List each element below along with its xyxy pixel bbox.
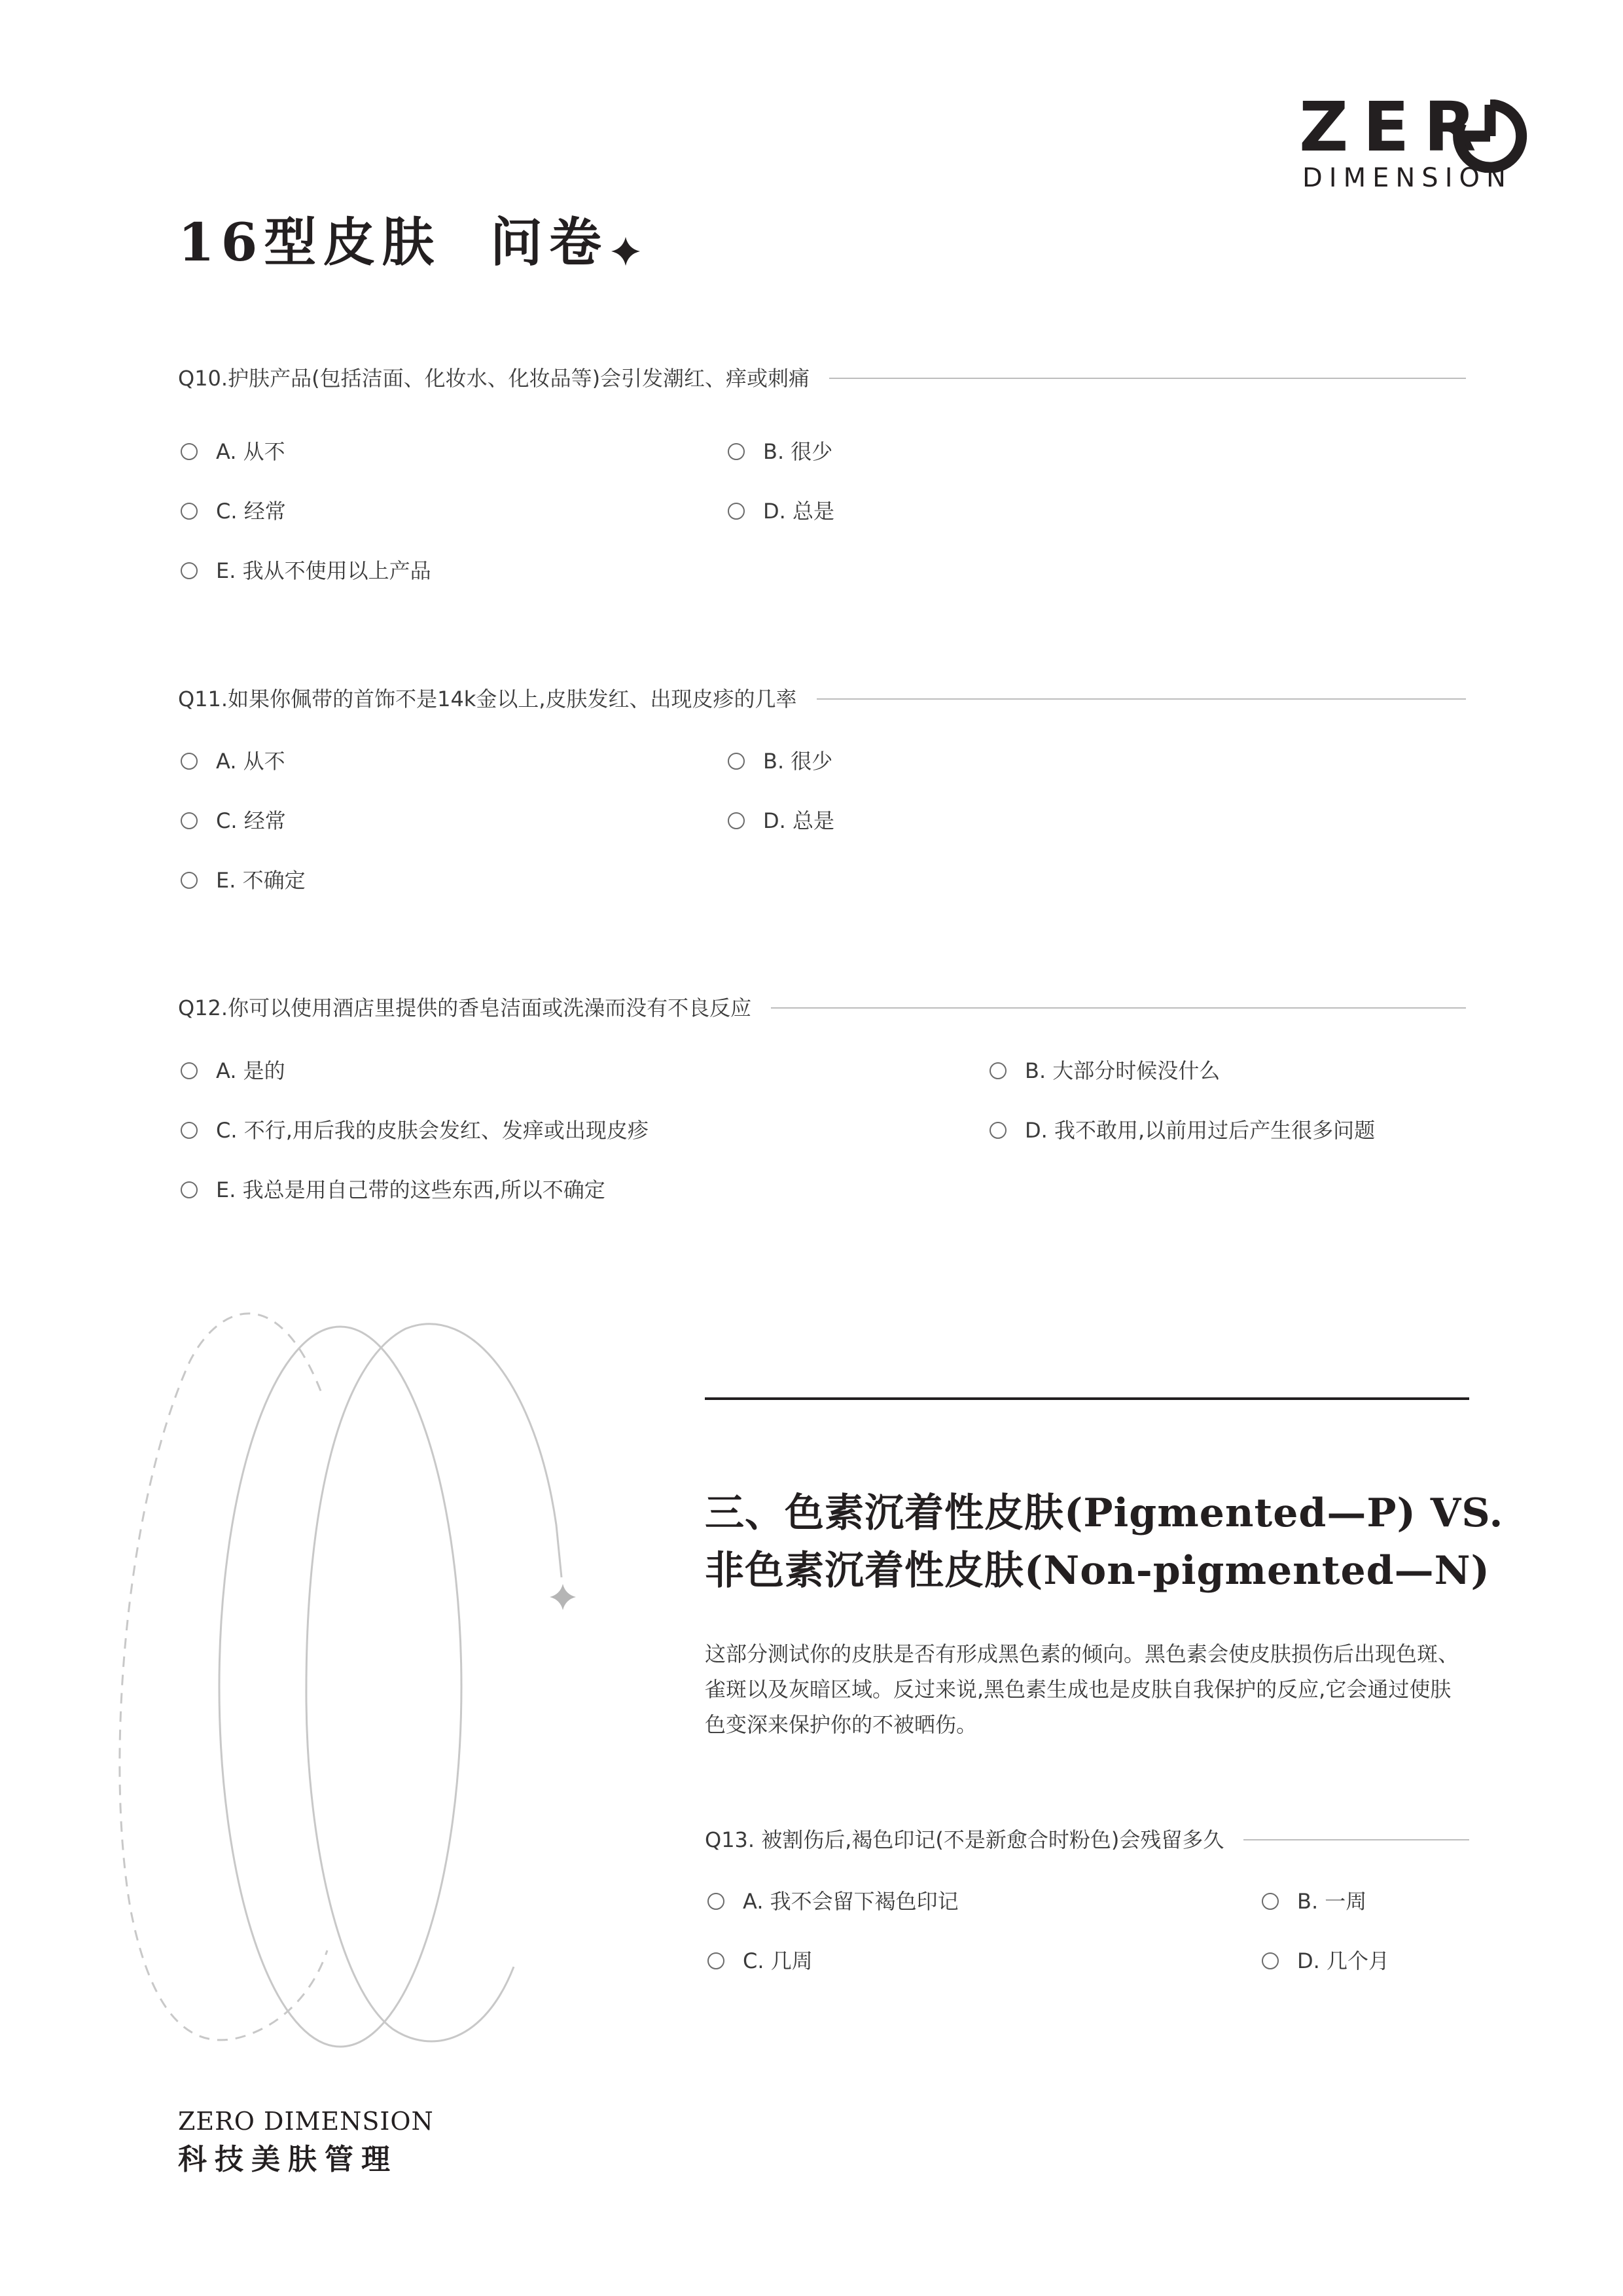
question-q10 xyxy=(178,362,1466,395)
option-q11-b[interactable] xyxy=(728,747,832,776)
option-q10-e[interactable] xyxy=(181,556,431,585)
option-q11-e[interactable] xyxy=(181,866,306,895)
radio-button[interactable] xyxy=(990,1122,1007,1139)
option-label: A. 是的 xyxy=(216,1058,285,1083)
radio-button[interactable] xyxy=(181,872,198,889)
divider-line xyxy=(771,1007,1466,1009)
radio-button[interactable] xyxy=(990,1062,1007,1079)
logo-subtitle: DIMENSION xyxy=(1302,163,1512,193)
option-label: A. 从不 xyxy=(216,439,285,464)
option-label: B. 很少 xyxy=(763,439,833,464)
option-q13-a[interactable] xyxy=(707,1887,959,1916)
option-q13-b[interactable] xyxy=(1262,1887,1366,1916)
divider-line xyxy=(817,698,1466,700)
divider-line xyxy=(1243,1839,1469,1840)
option-label: B. 一周 xyxy=(1297,1889,1367,1914)
option-q12-b[interactable] xyxy=(990,1056,1220,1085)
option-q10-d[interactable] xyxy=(728,497,834,526)
option-label: B. 大部分时候没什么 xyxy=(1025,1058,1221,1083)
section-title-line1: 三、色素沉着性皮肤(Pigmented—P) VS. xyxy=(705,1490,1504,1536)
option-q13-c[interactable] xyxy=(707,1946,813,1975)
option-q10-b[interactable] xyxy=(728,437,832,466)
section-title-line2: 非色素沉着性皮肤(Non-pigmented—N) xyxy=(705,1548,1490,1594)
option-label: C. 不行,用后我的皮肤会发红、发痒或出现皮疹 xyxy=(216,1118,649,1143)
option-label: D. 总是 xyxy=(763,808,834,833)
option-q12-c[interactable] xyxy=(181,1116,649,1145)
logo-power-icon xyxy=(1452,99,1528,173)
radio-button[interactable] xyxy=(728,443,745,460)
footer-brand-en: ZERO DIMENSION xyxy=(178,2107,434,2136)
radio-button[interactable] xyxy=(181,562,198,579)
question-q11 xyxy=(178,683,1466,715)
option-label: E. 我从不使用以上产品 xyxy=(216,558,431,583)
logo-wordmark: ZER xyxy=(1299,87,1491,167)
question-q12 xyxy=(178,992,1466,1024)
option-label: D. 总是 xyxy=(763,499,834,524)
option-q11-a[interactable] xyxy=(181,747,285,776)
option-label: D. 几个月 xyxy=(1297,1948,1389,1973)
radio-button[interactable] xyxy=(1262,1893,1279,1910)
radio-button[interactable] xyxy=(181,503,198,520)
radio-button[interactable] xyxy=(181,753,198,770)
section-description: 这部分测试你的皮肤是否有形成黑色素的倾向。黑色素会使皮肤损伤后出现色斑、雀斑以及灰暗区域。反过来说,黑色素生成也是皮肤自我保护的反应,它会通过使肤色变深来保护你的不被晒伤。 xyxy=(705,1641,1459,1737)
radio-button[interactable] xyxy=(707,1952,724,1969)
option-q11-d[interactable] xyxy=(728,806,834,835)
option-q13-d[interactable] xyxy=(1262,1946,1389,1975)
footer-brand-cn: 科技美肤管理 xyxy=(178,2143,398,2176)
radio-button[interactable] xyxy=(181,812,198,829)
radio-button[interactable] xyxy=(181,1181,198,1198)
radio-button[interactable] xyxy=(181,443,198,460)
question-text: Q10.护肤产品(包括洁面、化妆水、化妆品等)会引发潮红、痒或刺痛 xyxy=(178,366,810,391)
option-label: C. 几周 xyxy=(743,1948,813,1973)
option-q12-d[interactable] xyxy=(990,1116,1375,1145)
radio-button[interactable] xyxy=(181,1122,198,1139)
option-label: A. 我不会留下褐色印记 xyxy=(743,1889,959,1914)
loop-arc-right xyxy=(306,1324,562,2041)
radio-button[interactable] xyxy=(728,503,745,520)
question-text: Q12.你可以使用酒店里提供的香皂洁面或洗澡而没有不良反应 xyxy=(178,996,752,1020)
sparkle-icon xyxy=(610,236,641,267)
option-q11-c[interactable] xyxy=(181,806,286,835)
radio-button[interactable] xyxy=(728,753,745,770)
radio-button[interactable] xyxy=(728,812,745,829)
question-text: Q13. 被割伤后,褐色印记(不是新愈合时粉色)会残留多久 xyxy=(705,1827,1224,1852)
dashed-loop xyxy=(120,1314,327,2040)
option-label: A. 从不 xyxy=(216,749,285,774)
radio-button[interactable] xyxy=(1262,1952,1279,1969)
section-divider xyxy=(705,1397,1469,1400)
option-label: B. 很少 xyxy=(763,749,833,774)
option-label: E. 不确定 xyxy=(216,868,306,893)
loop-ellipse-left xyxy=(219,1327,461,2047)
option-q12-a[interactable] xyxy=(181,1056,285,1085)
question-text: Q11.如果你佩带的首饰不是14k金以上,皮肤发红、出现皮疹的几率 xyxy=(178,687,797,711)
page-title: 16型皮肤 问卷 xyxy=(178,211,609,273)
option-q12-e[interactable] xyxy=(181,1175,605,1204)
question-q13 xyxy=(705,1823,1469,1856)
option-label: C. 经常 xyxy=(216,808,286,833)
divider-line xyxy=(829,378,1466,379)
sparkle-icon xyxy=(550,1584,576,1610)
option-q10-a[interactable] xyxy=(181,437,285,466)
option-label: C. 经常 xyxy=(216,499,286,524)
radio-button[interactable] xyxy=(181,1062,198,1079)
option-label: E. 我总是用自己带的这些东西,所以不确定 xyxy=(216,1177,605,1202)
option-label: D. 我不敢用,以前用过后产生很多问题 xyxy=(1025,1118,1376,1143)
option-q10-c[interactable] xyxy=(181,497,286,526)
radio-button[interactable] xyxy=(707,1893,724,1910)
